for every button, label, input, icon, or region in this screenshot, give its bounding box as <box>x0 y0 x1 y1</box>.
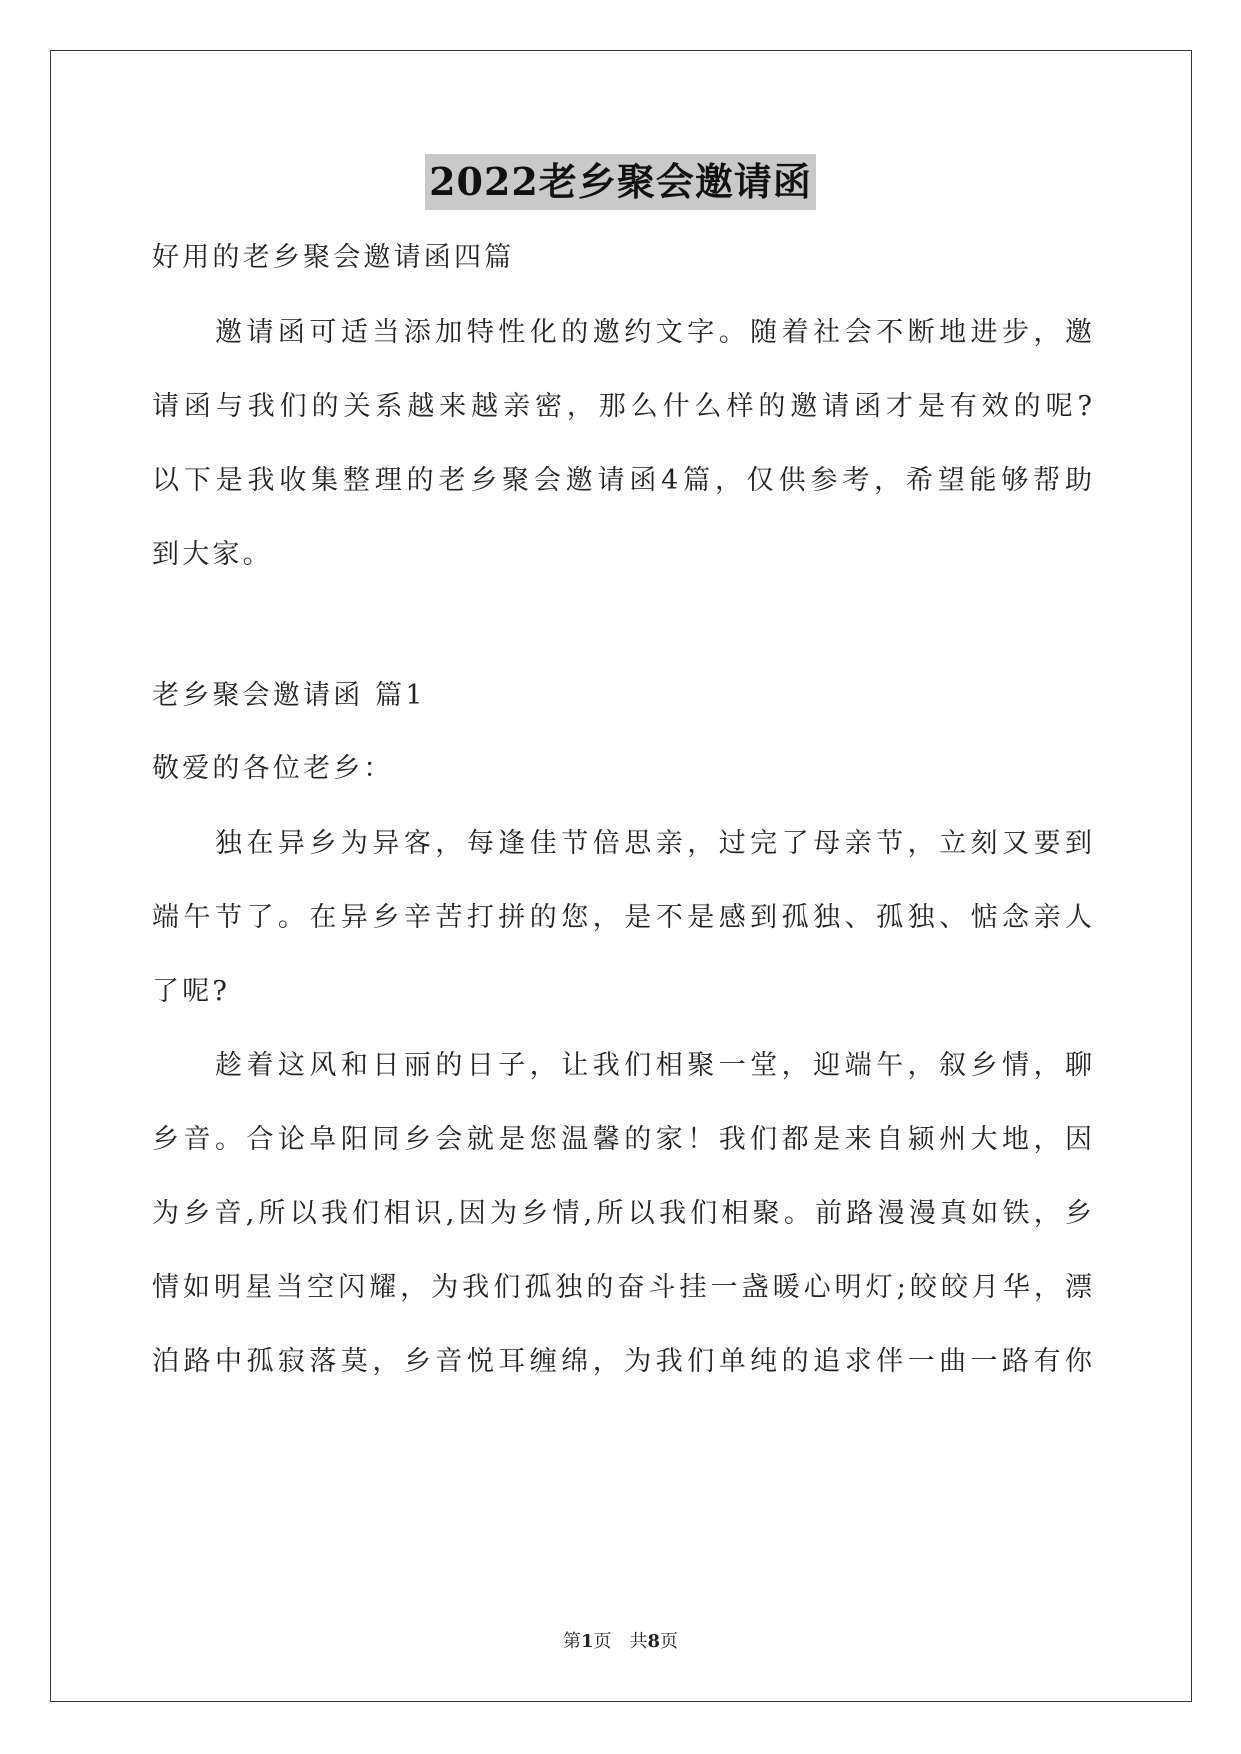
salutation: 敬爱的各位老乡： <box>152 753 394 784</box>
title-wrap <box>0 154 1241 210</box>
para2-line-3: 为乡音,所以我们相识,因为乡情,所以我们相聚。前路漫漫真如铁，乡 <box>152 1198 1092 1229</box>
para2-line-4: 情如明星当空闪耀，为我们孤独的奋斗挂一盏暖心明灯;皎皎月华，漂 <box>152 1272 1092 1303</box>
footer-page-total: 8 <box>647 1631 661 1652</box>
para2-line-2: 乡音。合论阜阳同乡会就是您温馨的家！我们都是来自颍州大地，因 <box>152 1124 1092 1155</box>
para1-line-2: 端午节了。在异乡辛苦打拼的您，是不是感到孤独、孤独、惦念亲人 <box>152 902 1092 933</box>
intro-line-2: 请函与我们的关系越来越亲密，那么什么样的邀请函才是有效的呢? <box>152 391 1092 422</box>
footer-page-suffix: 页 <box>660 1631 679 1652</box>
para2-line-1: 趁着这风和日丽的日子，让我们相聚一堂，迎端午，叙乡情，聊 <box>152 1050 1092 1081</box>
para1-line-3: 了呢? <box>152 976 231 1007</box>
intro-line-1: 邀请函可适当添加特性化的邀约文字。随着社会不断地进步，邀 <box>152 317 1092 348</box>
footer-page-prefix: 第 <box>562 1631 581 1652</box>
page-border <box>50 50 1192 1702</box>
para1-line-1: 独在异乡为异客，每逢佳节倍思亲，过完了母亲节，立刻又要到 <box>152 828 1092 859</box>
intro-line-4: 到大家。 <box>152 539 273 570</box>
intro-line-3: 以下是我收集整理的老乡聚会邀请函4篇，仅供参考，希望能够帮助 <box>152 465 1092 496</box>
para2-line-5: 泊路中孤寂落莫，乡音悦耳缠绵，为我们单纯的追求伴一曲一路有你 <box>152 1346 1092 1377</box>
section-heading: 老乡聚会邀请函 篇1 <box>152 680 426 711</box>
footer-page-mid: 页 共 <box>593 1631 648 1652</box>
page-footer <box>0 1630 1241 1654</box>
document-title: 2022老乡聚会邀请函 <box>425 154 816 210</box>
footer-page-current: 1 <box>580 1631 594 1652</box>
document-subtitle: 好用的老乡聚会邀请函四篇 <box>152 242 515 273</box>
